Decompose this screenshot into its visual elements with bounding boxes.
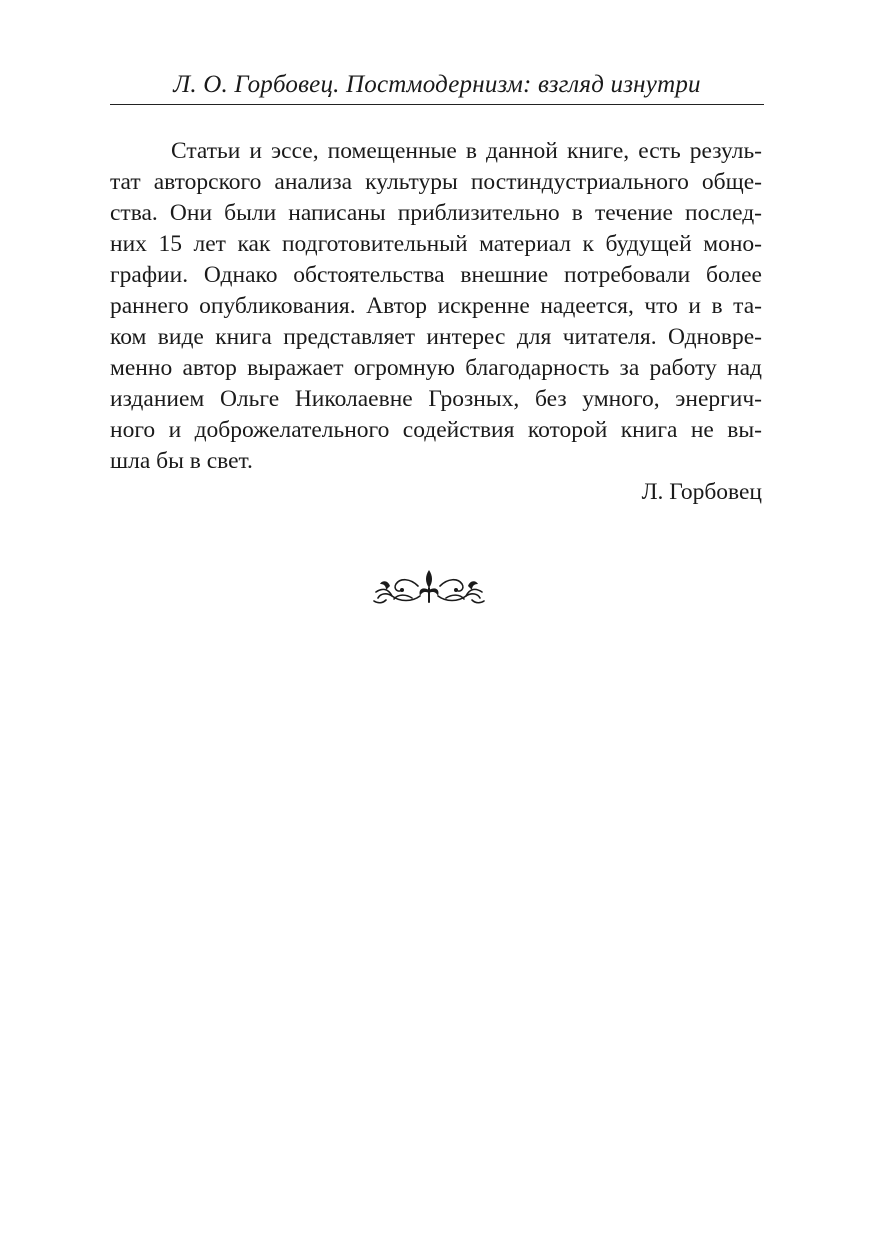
text-line: них 15 лет как подготовительный материал к будущей моно- (110, 231, 762, 257)
text-line: ком виде книга представляет интерес для читателя. Одновре- (110, 324, 762, 350)
text-line: ства. Они были написаны приблизительно в течение послед- (110, 200, 762, 226)
text-line: шла бы в свет. (110, 448, 253, 474)
preface-text (110, 136, 762, 477)
floral-divider-icon (372, 566, 486, 606)
text-line: тат авторского анализа культуры постиндустриального обще- (110, 169, 762, 195)
text-line: раннего опубликования. Автор искренне надеется, что и в та- (110, 293, 762, 319)
text-line: ного и доброжелательного содействия которой книга не вы- (110, 417, 762, 443)
running-header: Л. О. Горбовец. Постмодернизм: взгляд изнутри (173, 71, 701, 98)
text-line: Статьи и эссе, помещенные в данной книге, есть резуль- (171, 138, 762, 164)
author-signature: Л. Горбовец (641, 479, 762, 505)
text-line: изданием Ольге Николаевне Грозных, без умного, энергич- (110, 386, 762, 412)
header-rule (110, 104, 764, 105)
text-line: менно автор выражает огромную благодарность за работу над (110, 355, 762, 381)
text-line: графии. Однако обстоятельства внешние потребовали более (110, 262, 762, 288)
